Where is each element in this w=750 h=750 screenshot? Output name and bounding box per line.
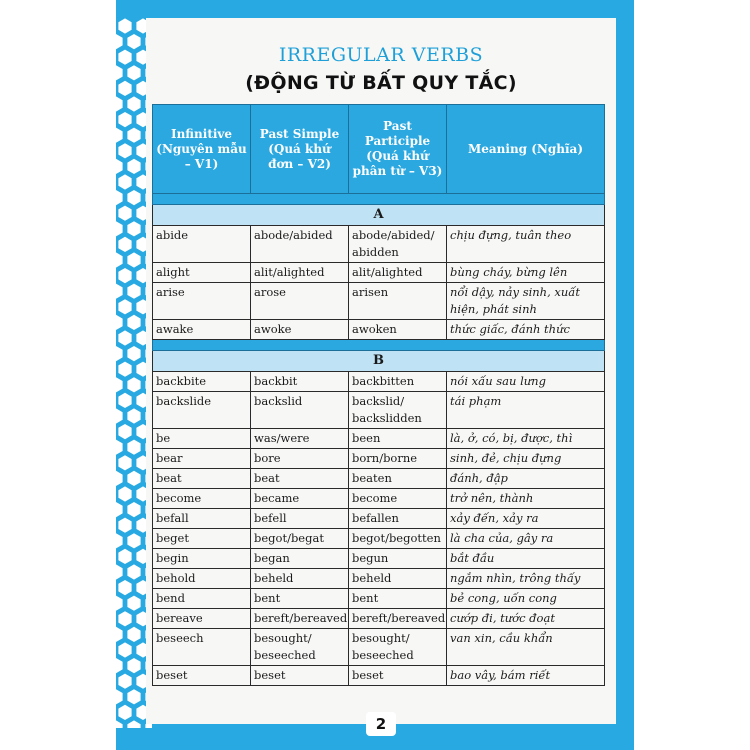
past-simple-cell: began	[251, 549, 349, 569]
hexagon-shape	[118, 611, 131, 626]
infinitive-cell: arise	[153, 283, 251, 320]
hexagon-shape	[127, 689, 140, 704]
hexagon-shape	[118, 393, 131, 408]
infinitive-cell: bereave	[153, 609, 251, 629]
table-row	[153, 549, 605, 569]
hexagon-shape	[116, 221, 123, 236]
hexagon-shape	[127, 159, 140, 174]
header-infinitive: Infinitive (Nguyên mẫu – V1)	[153, 105, 251, 194]
past-participle-cell: beset	[349, 666, 447, 686]
hexagon-shape	[116, 96, 123, 111]
hexagon-shape	[127, 533, 140, 548]
hexagon-shape	[127, 627, 140, 642]
table-row	[153, 666, 605, 686]
table-row	[153, 589, 605, 609]
hexagon-shape	[116, 502, 123, 517]
hexagon-shape	[118, 18, 131, 33]
past-participle-cell: beheld	[349, 569, 447, 589]
hexagon-shape	[116, 346, 123, 361]
meaning-cell: ngắm nhìn, trông thấy	[447, 569, 605, 589]
hexagon-shape	[118, 518, 131, 533]
table-row	[153, 226, 605, 263]
past-participle-cell: born/borne	[349, 449, 447, 469]
meaning-cell: trở nên, thành	[447, 489, 605, 509]
hexagon-shape	[116, 252, 123, 267]
hexagon-shape	[127, 284, 140, 299]
infinitive-cell: beseech	[153, 629, 251, 666]
infinitive-cell: beset	[153, 666, 251, 686]
hexagon-shape	[118, 112, 131, 127]
past-participle-cell: besought/ beseeched	[349, 629, 447, 666]
hexagon-shape	[116, 627, 123, 642]
hexagon-shape	[116, 408, 123, 423]
past-participle-cell: abode/abided/ abidden	[349, 226, 447, 263]
hexagon-shape	[118, 642, 131, 657]
infinitive-cell: alight	[153, 263, 251, 283]
table-row	[153, 263, 605, 283]
section-letter: B	[153, 351, 605, 372]
meaning-cell: tái phạm	[447, 392, 605, 429]
hexagon-shape	[116, 190, 123, 205]
section-letter-row	[153, 205, 605, 226]
header-past-participle: Past Participle (Quá khứ phân từ – V3)	[349, 105, 447, 194]
meaning-cell: van xin, cầu khẩn	[447, 629, 605, 666]
section-letter-row	[153, 351, 605, 372]
past-simple-cell: beset	[251, 666, 349, 686]
hexagon-shape	[118, 206, 131, 221]
past-simple-cell: beat	[251, 469, 349, 489]
hexagon-shape	[118, 424, 131, 439]
past-simple-cell: bore	[251, 449, 349, 469]
irregular-verbs-table	[152, 104, 605, 686]
table-row	[153, 489, 605, 509]
table-row	[153, 629, 605, 666]
past-simple-cell: bent	[251, 589, 349, 609]
past-simple-cell: bereft/bereaved	[251, 609, 349, 629]
meaning-cell: cướp đi, tước đoạt	[447, 609, 605, 629]
past-simple-cell: backslid	[251, 392, 349, 429]
hexagon-shape	[118, 143, 131, 158]
header-past-simple: Past Simple (Quá khứ đơn – V2)	[251, 105, 349, 194]
hexagon-shape	[127, 252, 140, 267]
hexagon-shape	[127, 658, 140, 673]
hexagon-shape	[116, 159, 123, 174]
spacer-cell	[153, 194, 605, 205]
infinitive-cell: awake	[153, 320, 251, 340]
hexagon-shape	[118, 174, 131, 189]
past-participle-cell: become	[349, 489, 447, 509]
past-participle-cell: alit/alighted	[349, 263, 447, 283]
infinitive-cell: backslide	[153, 392, 251, 429]
infinitive-cell: beget	[153, 529, 251, 549]
hexagon-shape	[118, 50, 131, 65]
hexagon-shape	[127, 564, 140, 579]
meaning-cell: bùng cháy, bừng lên	[447, 263, 605, 283]
section-letter: A	[153, 205, 605, 226]
hexagon-shape	[127, 440, 140, 455]
hexagon-shape	[118, 549, 131, 564]
past-simple-cell: besought/ beseeched	[251, 629, 349, 666]
past-simple-cell: awoke	[251, 320, 349, 340]
hexagon-shape	[127, 128, 140, 143]
hexagon-shape	[127, 315, 140, 330]
infinitive-cell: bear	[153, 449, 251, 469]
infinitive-cell: bend	[153, 589, 251, 609]
infinitive-cell: backbite	[153, 372, 251, 392]
infinitive-cell: be	[153, 429, 251, 449]
table-row	[153, 372, 605, 392]
table-body	[153, 194, 605, 686]
hexagon-shape	[116, 284, 123, 299]
hexagon-shape	[116, 128, 123, 143]
hexagon-shape	[127, 65, 140, 80]
infinitive-cell: behold	[153, 569, 251, 589]
table-row	[153, 509, 605, 529]
past-simple-cell: was/were	[251, 429, 349, 449]
past-participle-cell: befallen	[349, 509, 447, 529]
infinitive-cell: become	[153, 489, 251, 509]
hexagon-shape	[118, 486, 131, 501]
hexagon-shape	[116, 689, 123, 704]
hexagon-shape	[118, 330, 131, 345]
hexagon-shape	[118, 705, 131, 720]
table-row	[153, 529, 605, 549]
section-spacer	[153, 340, 605, 351]
page-number: 2	[366, 712, 396, 736]
table-row	[153, 392, 605, 429]
header-meaning: Meaning (Nghĩa)	[447, 105, 605, 194]
past-simple-cell: abode/abided	[251, 226, 349, 263]
hexagon-shape	[127, 346, 140, 361]
infinitive-cell: beat	[153, 469, 251, 489]
hexagon-shape	[118, 674, 131, 689]
hexagon-shape	[118, 362, 131, 377]
hexagon-shape	[116, 315, 123, 330]
past-participle-cell: awoken	[349, 320, 447, 340]
hexagon-shape	[116, 658, 123, 673]
page-subtitle: (ĐỘNG TỪ BẤT QUY TẮC)	[245, 72, 517, 94]
meaning-cell: nổi dậy, nảy sinh, xuất hiện, phát sinh	[447, 283, 605, 320]
past-participle-cell: beaten	[349, 469, 447, 489]
hexagon-shape	[127, 471, 140, 486]
past-simple-cell: became	[251, 489, 349, 509]
past-participle-cell: been	[349, 429, 447, 449]
table-row	[153, 320, 605, 340]
infinitive-cell: befall	[153, 509, 251, 529]
hexagon-shape	[116, 34, 123, 49]
hexagon-shape	[127, 34, 140, 49]
hexagon-shape	[118, 237, 131, 252]
past-simple-cell: beheld	[251, 569, 349, 589]
hexagon-shape	[116, 720, 123, 728]
past-participle-cell: begun	[349, 549, 447, 569]
past-simple-cell: alit/alighted	[251, 263, 349, 283]
table-row	[153, 569, 605, 589]
meaning-cell: là, ở, có, bị, được, thì	[447, 429, 605, 449]
hexagon-shape	[118, 455, 131, 470]
meaning-cell: thức giấc, đánh thức	[447, 320, 605, 340]
table-row	[153, 429, 605, 449]
page-title: IRREGULAR VERBS	[278, 44, 484, 66]
table-row	[153, 449, 605, 469]
meaning-cell: bao vây, bám riết	[447, 666, 605, 686]
table-row	[153, 283, 605, 320]
hexagon-shape	[118, 580, 131, 595]
section-spacer	[153, 194, 605, 205]
meaning-cell: đánh, đập	[447, 469, 605, 489]
meaning-cell: sinh, đẻ, chịu đựng	[447, 449, 605, 469]
meaning-cell: chịu đựng, tuân theo	[447, 226, 605, 263]
hexagon-shape	[127, 596, 140, 611]
past-participle-cell: arisen	[349, 283, 447, 320]
infinitive-cell: abide	[153, 226, 251, 263]
meaning-cell: bẻ cong, uốn cong	[447, 589, 605, 609]
hexagon-shape	[116, 564, 123, 579]
table-row	[153, 609, 605, 629]
hexagon-shape	[118, 268, 131, 283]
hexagon-shape	[127, 221, 140, 236]
meaning-cell: bắt đầu	[447, 549, 605, 569]
meaning-cell: xảy đến, xảy ra	[447, 509, 605, 529]
table-header-row	[153, 105, 605, 194]
hexagon-shape	[127, 96, 140, 111]
past-participle-cell: backbitten	[349, 372, 447, 392]
past-participle-cell: bent	[349, 589, 447, 609]
table-row	[153, 469, 605, 489]
past-participle-cell: begot/begotten	[349, 529, 447, 549]
hexagon-shape	[116, 596, 123, 611]
past-simple-cell: begot/begat	[251, 529, 349, 549]
infinitive-cell: begin	[153, 549, 251, 569]
hexagon-shape	[127, 720, 140, 728]
hexagon-shape	[116, 533, 123, 548]
meaning-cell: là cha của, gây ra	[447, 529, 605, 549]
spacer-cell	[153, 340, 605, 351]
past-simple-cell: backbit	[251, 372, 349, 392]
past-simple-cell: arose	[251, 283, 349, 320]
hexagon-shape	[127, 502, 140, 517]
past-participle-cell: bereft/bereaved	[349, 609, 447, 629]
hexagon-shape	[116, 65, 123, 80]
past-simple-cell: befell	[251, 509, 349, 529]
hexagon-shape	[118, 81, 131, 96]
hexagon-shape	[127, 377, 140, 392]
hexagon-shape	[116, 377, 123, 392]
past-participle-cell: backslid/ backslidden	[349, 392, 447, 429]
meaning-cell: nói xấu sau lưng	[447, 372, 605, 392]
hexagon-shape	[116, 440, 123, 455]
hexagon-shape	[118, 299, 131, 314]
hexagon-shape	[127, 408, 140, 423]
hexagon-shape	[127, 190, 140, 205]
hexagon-shape	[116, 471, 123, 486]
